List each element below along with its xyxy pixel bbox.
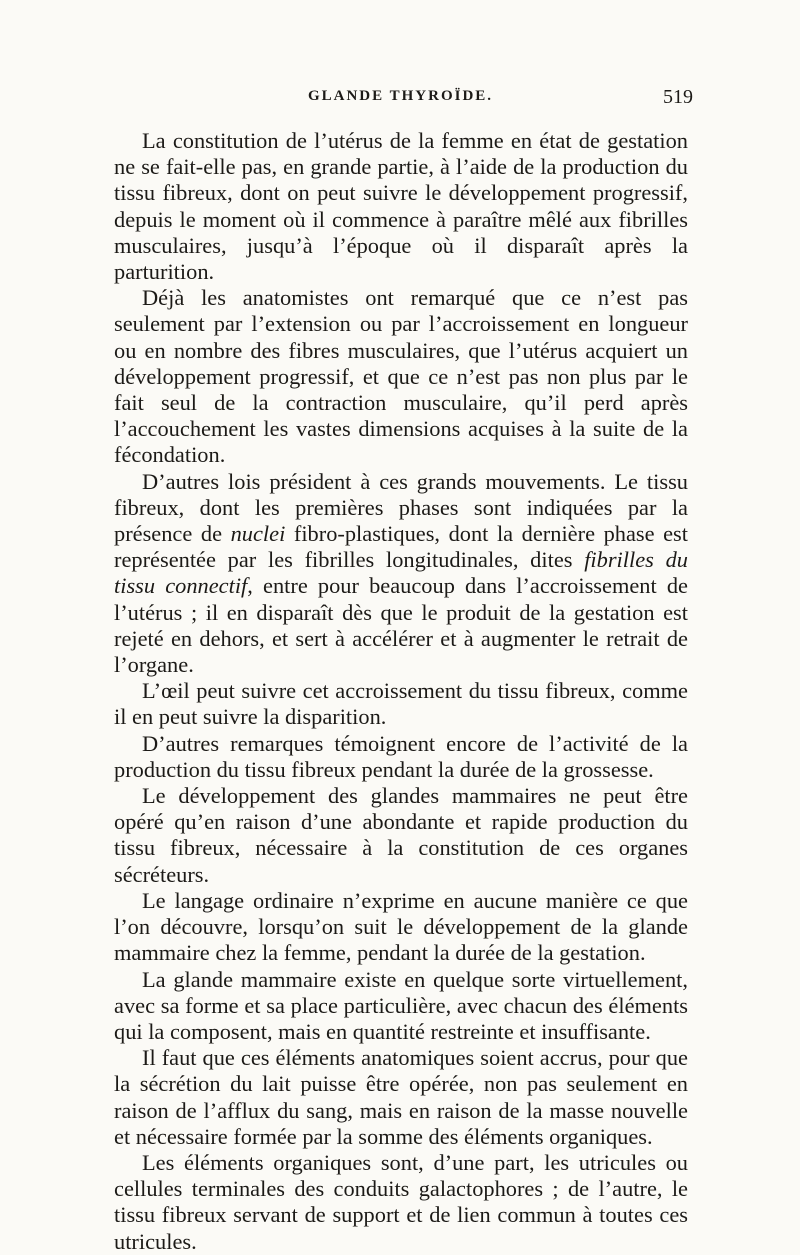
paragraph: [114, 967, 688, 1046]
text-run: , entre pour beaucoup dans l’accroissement de l’utérus ; il en disparaît dès que le produit de la gestation est rejeté en dehors, et sert à accélérer et à augmenter le retrait de l’organe.: [114, 573, 688, 678]
text-run: L’œil peut suivre cet accroissement du tissu fibreux, comme il en peut suivre la disparition.: [114, 678, 688, 730]
italic-text: fibrilles du tissu connectif: [114, 547, 688, 599]
paragraph: [114, 731, 688, 783]
paragraph: [114, 1045, 688, 1150]
text-run: La glande mammaire existe en quelque sorte virtuellement, avec sa forme et sa place particulière, avec chacun des éléments qui la composent, mais en quantité restreinte et insuffisante.: [114, 966, 688, 1044]
paragraph: [114, 888, 688, 967]
paragraph: [114, 1150, 688, 1255]
paragraph: [114, 678, 688, 730]
paragraph: [114, 469, 688, 679]
running-title: GLANDE THYROÏDE.: [307, 88, 494, 104]
text-run: fibro-plastiques, dont la dernière phase est représentée par les fibrilles longitudinales, dites: [114, 521, 688, 573]
text-run: Le langage ordinaire n’exprime en aucune manière ce que l’on découvre, lorsqu’on suit le développement de la glande mammaire chez la femme, pendant la durée de la gestation.: [114, 887, 688, 966]
text-run: D’autres remarques témoignent encore de l’activité de la production du tissu fibreux pendant la durée de la grossesse.: [114, 730, 688, 782]
paragraph: [114, 285, 688, 468]
text-run: Le développement des glandes mammaires ne peut être opéré qu’en raison d’une abondante et rapide production du tissu fibreux, nécessaire à la constitution de ces organes sécréteurs.: [114, 783, 688, 887]
paragraph: [114, 128, 688, 285]
running-head: [108, 88, 693, 116]
text-run: Il faut que ces éléments anatomiques soient accrus, pour que la sécrétion du lait puisse être opérée, non pas seulement en raison de l’afflux du sang, mais en raison de la masse nouvelle et nécessaire formée par la somme des éléments organiques.: [114, 1045, 688, 1149]
text-run: La constitution de l’utérus de la femme en état de gestation ne se fait-elle pas, en grande partie, à l’aide de la production du tissu fibreux, dont on peut suivre le développement progressif, depuis le moment où il commence à paraître mêlé aux fibrilles musculaires, jusqu’à l’époque où il disparaît après la parturition.: [114, 128, 688, 285]
text-run: Les éléments organiques sont, d’une part, les utricules ou cellules terminales des conduits galactophores ; de l’autre, le tissu fibreux servant de support et de lien commun à toutes ces utricules.: [114, 1149, 688, 1254]
text-run: D’autres lois président à ces grands mouvements. Le tissu fibreux, dont les premières phases sont indiquées par la présence de: [114, 468, 688, 547]
body-text: [114, 128, 688, 1255]
text-run: Déjà les anatomistes ont remarqué que ce n’est pas seulement par l’extension ou par l’accroissement en longueur ou en nombre des fibres musculaires, que l’utérus acquiert un développement progressif, et que ce n’est pas non plus par le fait seul de la contraction musculaire, qu’il perd après l’accouchement les vastes dimensions acquises à la suite de la fécondation.: [114, 285, 688, 468]
page-number: 519: [663, 86, 693, 108]
paragraph: [114, 783, 688, 888]
italic-text: nuclei: [230, 521, 286, 547]
